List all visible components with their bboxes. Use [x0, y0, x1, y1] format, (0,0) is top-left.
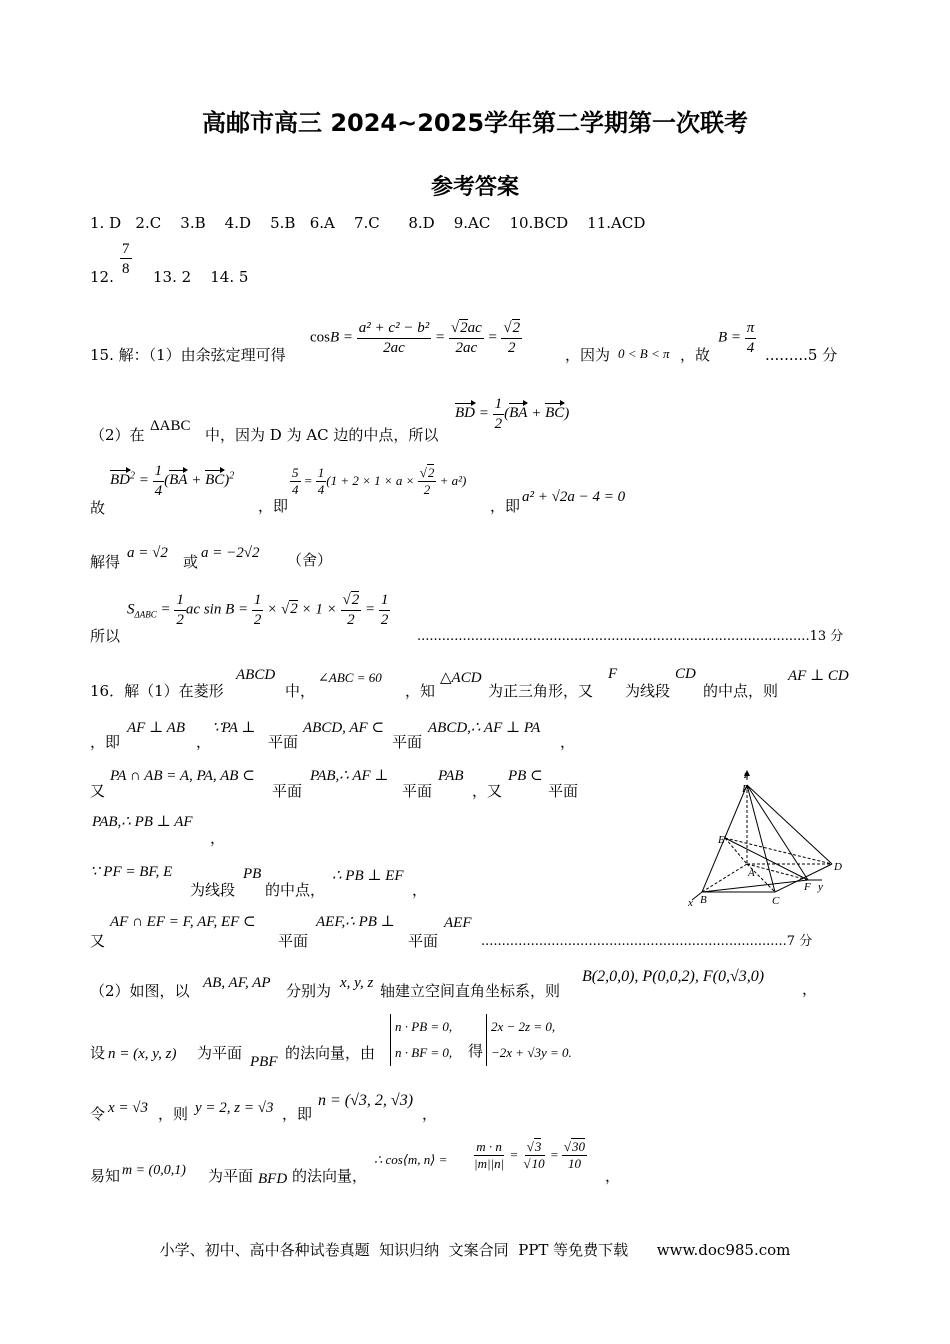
q16-l3-b: PA ∩ AB = A, PA, AB ⊂: [110, 768, 255, 784]
normal-vector-system: [390, 1014, 452, 1066]
q16-n-a: 设: [90, 1044, 106, 1062]
q16-l5-b: 为线段: [190, 881, 236, 899]
edge-ED: [725, 838, 832, 864]
q15-since: ，因为: [565, 346, 611, 364]
edge-EA: [725, 838, 747, 864]
q16-l3-e: 平面: [402, 782, 433, 800]
label-P: P: [742, 783, 749, 795]
choice-answers: 1. D 2.C 3.B 4.D 5.B 6.A 7.C 8.D 9.AC 10.BCD 11.ACD: [90, 214, 646, 232]
q16-l4-b: ，: [210, 829, 226, 847]
q16-l1-f: △ACD: [440, 670, 482, 686]
q16-l5-d: 的中点，: [265, 881, 326, 899]
q16-l5-a: ∵ PF = BF, E: [90, 864, 173, 880]
q15-part2-text: 中，因为 D 为 AC 边的中点，所以: [205, 426, 439, 444]
vector-bd-formula: BD = $\frac{1}{2}$ (BA + BC): [455, 396, 570, 432]
page-title: 高邮市高三 2024~2025学年第二学期第一次联考: [201, 109, 749, 137]
q16-l2-a: ，即: [90, 733, 121, 751]
q16-l3-i: 平面: [548, 782, 579, 800]
q16-l1-g: 为正三角形，又: [488, 682, 594, 700]
q16-let-c: ，则: [158, 1105, 189, 1123]
q16-l3-a: 又: [90, 782, 106, 800]
page-footer: 小学、初中、高中各种试卷真题 知识归纳 文案合同 PPT 等免费下载 www.doc985.com: [159, 1241, 791, 1259]
q16-l2-c: ，: [196, 733, 212, 751]
q16-l6-c: 平面: [278, 932, 309, 950]
label-B: B: [700, 894, 707, 906]
q16-l4-a: PAB,∴ PB ⊥ AF: [92, 814, 193, 830]
q16-m-a: 易知: [90, 1167, 121, 1185]
solve-or: 或: [183, 553, 199, 571]
solve-label: 解得: [90, 553, 121, 571]
q16-let-g: ，: [422, 1105, 438, 1123]
q16-p2-f: B(2,0,0), P(0,0,2), F(0,√3,0): [582, 968, 765, 985]
q16-m-b: m = (0,0,1): [122, 1163, 186, 1178]
q16-l5-e: ∴ PB ⊥ EF: [332, 868, 404, 884]
solved-system: [486, 1014, 572, 1066]
q16-l6-f: AEF: [444, 915, 472, 931]
page-subtitle: 参考答案: [430, 175, 519, 200]
q16-l2-f: ABCD, AF ⊂: [303, 720, 385, 736]
q16-p2-e: 轴建立空间直角坐标系，则: [380, 982, 561, 1000]
q15-part1-label: 15. 解：（1）由余弦定理可得: [90, 346, 286, 364]
q16-l6-a: 又: [90, 932, 106, 950]
edge-EF: [725, 838, 808, 880]
q15-part1-score: .........5 分: [765, 346, 838, 364]
q16-p2-b: AB, AF, AP: [203, 975, 271, 991]
label-A: A: [748, 867, 755, 879]
q15-ji1: ，即: [258, 497, 289, 515]
q16-l6-b: AF ∩ EF = F, AF, EF ⊂: [110, 914, 256, 930]
label-D: D: [834, 861, 842, 873]
q16-m-c: 为平面: [208, 1167, 254, 1185]
q16-l1-c: 中，: [285, 682, 316, 700]
system-eq2: n · BF = 0,: [395, 1045, 453, 1060]
q16-m-f: ∴ cos⟨m, n⟩ =: [374, 1152, 448, 1167]
edge-BF: [702, 880, 808, 892]
area-label: 所以: [90, 627, 121, 645]
q16-l2-h: ABCD,∴ AF ⊥ PA: [428, 720, 541, 736]
q16-l1-d: ∠ABC = 60: [318, 670, 382, 685]
q16-m-e: 的法向量，: [292, 1167, 368, 1185]
edge-PD: [747, 785, 832, 864]
q16-let-a: 令: [90, 1105, 106, 1123]
q15-part2-label: （2）在: [90, 426, 145, 444]
q16-l1-a: 16．解（1）在菱形: [90, 682, 224, 700]
solution-a2: a = −2√2: [201, 545, 260, 561]
pyramid-figure: [682, 770, 852, 910]
q12-fraction: [120, 241, 132, 277]
q16-part1-score: ..........................................................................7 分: [481, 934, 813, 949]
q16-l1-k: 的中点，则: [703, 682, 779, 700]
q16-m-g: ，: [605, 1167, 621, 1185]
q16-l5-c: PB: [243, 866, 262, 882]
q16-l1-i: 为线段: [625, 682, 671, 700]
q12-denominator: 8: [122, 260, 130, 277]
q16-l3-c: 平面: [272, 782, 303, 800]
q16-l2-d: ∵PA ⊥: [212, 720, 256, 736]
q16-l1-e: ，知: [405, 682, 436, 700]
q16-l6-e: 平面: [408, 932, 439, 950]
label-E: E: [718, 834, 725, 846]
q16-let-e: ，即: [282, 1105, 313, 1123]
angle-range: 0 < B < π: [618, 346, 670, 361]
system-eq3: 2x − 2z = 0,: [491, 1019, 556, 1034]
q16-p2-c: 分别为: [286, 982, 332, 1000]
vector-bd-squared: $BD^2$ = $\frac{1}{4}$ (BA + BC)$^2$: [110, 463, 235, 499]
q16-l6-d: AEF,∴ PB ⊥: [316, 914, 395, 930]
q16-l3-f: PAB: [438, 768, 464, 784]
q16-let-f: n = (√3, 2, √3): [318, 1092, 414, 1109]
solve-reject: （舍）: [287, 551, 333, 569]
cosine-law-formula: cosB = $\frac{\text{a² + c² − b²}}{2ac}$ = $\frac{√2ac}{2ac}$ = $\frac{√2}{2}$: [310, 320, 521, 356]
q15-so: ，故: [680, 346, 711, 364]
q15-part2-score: ...............................................................................................13 分: [417, 629, 844, 644]
area-formula: $S_{\Delta ABC}$ = $\frac{1}{2}$ ac sin B = $\frac{1}{2}$ × √2 × 1 × $\frac{√2}{2}$ = $\frac{1}{2}$: [127, 592, 389, 628]
label-C: C: [772, 895, 780, 907]
q16-l3-h: PB ⊂: [508, 768, 543, 784]
q16-n-b: n = (x, y, z): [108, 1046, 177, 1062]
q16-l1-b: ABCD: [236, 667, 276, 683]
q16-l2-i: ，: [560, 733, 576, 751]
quadratic-equation: a² + √2a − 4 = 0: [522, 489, 626, 505]
triangle-abc: ΔABC: [150, 418, 191, 434]
q16-n-c: 为平面: [197, 1044, 243, 1062]
q16-m-d: BFD: [258, 1171, 288, 1187]
q16-p2-a: （2）如图，以: [90, 982, 190, 1000]
q16-l2-b: AF ⊥ AB: [127, 720, 185, 736]
q16-l1-h: F: [608, 666, 618, 682]
angle-B-value: B = $\frac{\pi}{4}$: [718, 320, 755, 356]
q16-n-e: 的法向量，由: [285, 1044, 376, 1062]
q16-l1-j: CD: [675, 666, 696, 682]
q16-l5-f: ，: [412, 881, 428, 899]
system-eq4: −2x + √3y = 0.: [491, 1045, 572, 1060]
q16-l3-g: ，又: [472, 782, 503, 800]
q15-ji2: ，即: [490, 497, 521, 515]
system-eq1: n · PB = 0,: [395, 1019, 453, 1034]
expanded-equation: $\frac{5}{4}$ = $\frac{1}{4}$ (1 + 2 × 1 × a × $\frac{√2}{2}$ + a²): [292, 465, 467, 498]
label-z: z: [744, 770, 749, 781]
cosine-fraction: $\frac{m \cdot n}{|m||n|}$ = $\frac{√3}{√10}$ = $\frac{√30}{10}$: [474, 1139, 586, 1172]
q16-l1-l: AF ⊥ CD: [788, 668, 849, 684]
q16-l2-g: 平面: [392, 733, 423, 751]
q16-p2-d: x, y, z: [340, 975, 374, 991]
label-x: x: [688, 897, 693, 909]
q13-14-answers: 13. 2 14. 5: [153, 268, 249, 286]
edge-PF: [747, 785, 808, 880]
q16-n-d: PBF: [250, 1054, 278, 1070]
q16-p2-g: ，: [802, 980, 818, 998]
label-F: F: [804, 881, 811, 893]
q16-l3-d: PAB,∴ AF ⊥: [310, 768, 389, 784]
q16-n-de: 得: [468, 1042, 484, 1060]
label-y: y: [818, 881, 823, 893]
q16-let-d: y = 2, z = √3: [195, 1100, 274, 1116]
solution-a1: a = √2: [127, 545, 168, 561]
q12-label: 12.: [90, 268, 114, 286]
q16-l2-e: 平面: [268, 733, 299, 751]
q12-numerator: 7: [122, 241, 130, 257]
q16-let-b: x = √3: [108, 1100, 149, 1116]
q15-so-label: 故: [90, 499, 106, 517]
